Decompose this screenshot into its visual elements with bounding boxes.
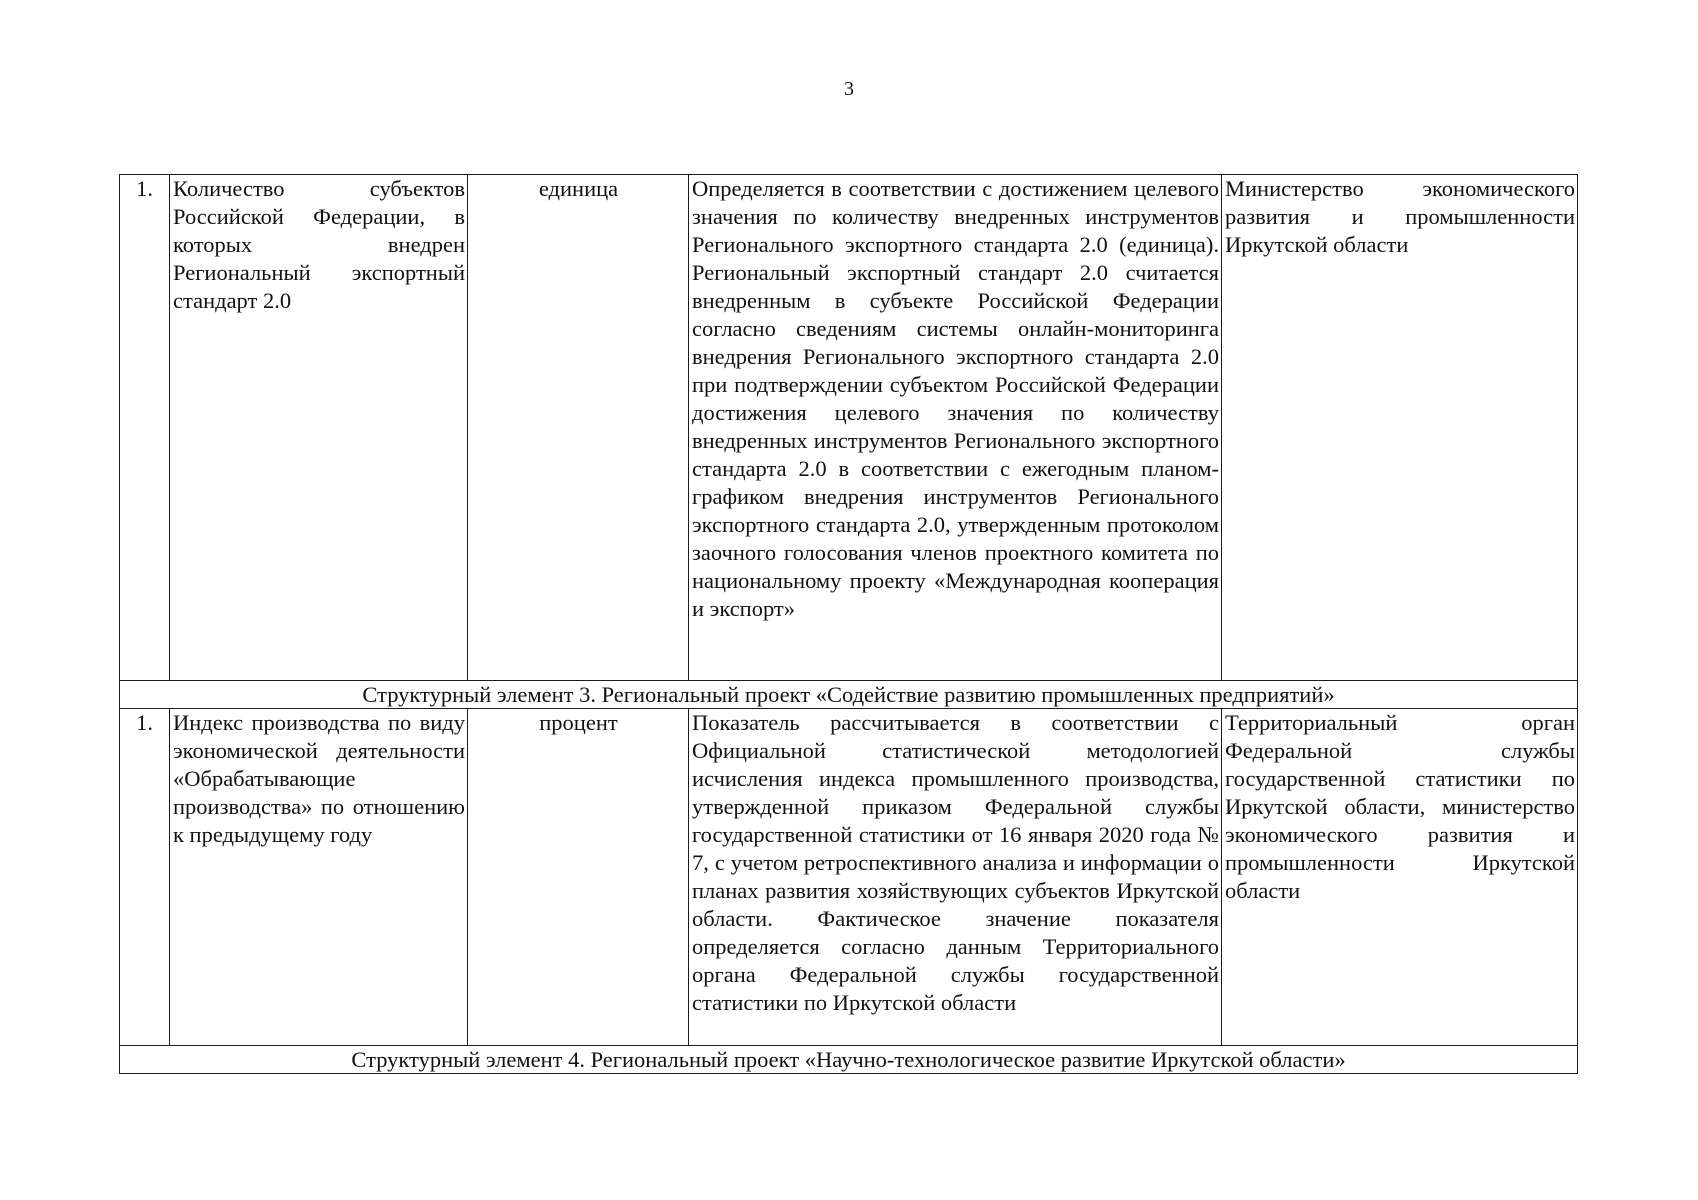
indicator-name: Индекс производства по виду экономической деятельности «Обрабатывающие производства» по отношению к предыдущему году	[170, 709, 468, 1046]
indicators-table	[119, 174, 1578, 1074]
page-number: 3	[844, 78, 854, 100]
row-number: 1.	[120, 709, 170, 1046]
responsible-body: Министерство экономического развития и промышленности Иркутской области	[1222, 175, 1578, 681]
table-row	[120, 175, 1578, 681]
unit-of-measure: процент	[468, 709, 689, 1046]
section-row	[120, 1046, 1578, 1074]
unit-of-measure: единица	[468, 175, 689, 681]
responsible-body: Территориальный орган Федеральной службы государственной статистики по Иркутской области, министерство экономического развития и промышленности Иркутской области	[1222, 709, 1578, 1046]
indicator-name: Количество субъектов Российской Федерации, в которых внедрен Региональный экспортный стандарт 2.0	[170, 175, 468, 681]
calculation-method: Показатель рассчитывается в соответствии с Официальной статистической методологией исчисления индекса промышленного производства, утвержденной приказом Федеральной службы государственной статистики от 16 января 2020 года № 7, с учетом ретроспективного анализа и информации о планах развития хозяйствующих субъектов Иркутской области. Фактическое значение показателя определяется согласно данным Территориального органа Федеральной службы государственной статистики по Иркутской области	[689, 709, 1222, 1046]
section-row	[120, 681, 1578, 709]
section-heading-element-3: Структурный элемент 3. Региональный проект «Содействие развитию промышленных предприятий»	[120, 681, 1578, 709]
section-heading-element-4: Структурный элемент 4. Региональный проект «Научно-технологическое развитие Иркутской области»	[120, 1046, 1578, 1074]
row-number: 1.	[120, 175, 170, 681]
table-row	[120, 709, 1578, 1046]
calculation-method: Определяется в соответствии с достижением целевого значения по количеству внедренных инструментов Регионального экспортного стандарта 2.0 (единица). Региональный экспортный стандарт 2.0 считается внедренным в субъекте Российской Федерации согласно сведениям системы онлайн-мониторинга внедрения Регионального экспортного стандарта 2.0 при подтверждении субъектом Российской Федерации достижения целевого значения по количеству внедренных инструментов Регионального экспортного стандарта 2.0 в соответствии с ежегодным планом-графиком внедрения инструментов Регионального экспортного стандарта 2.0, утвержденным протоколом заочного голосования членов проектного комитета по национальному проекту «Международная кооперация и экспорт»	[689, 175, 1222, 681]
